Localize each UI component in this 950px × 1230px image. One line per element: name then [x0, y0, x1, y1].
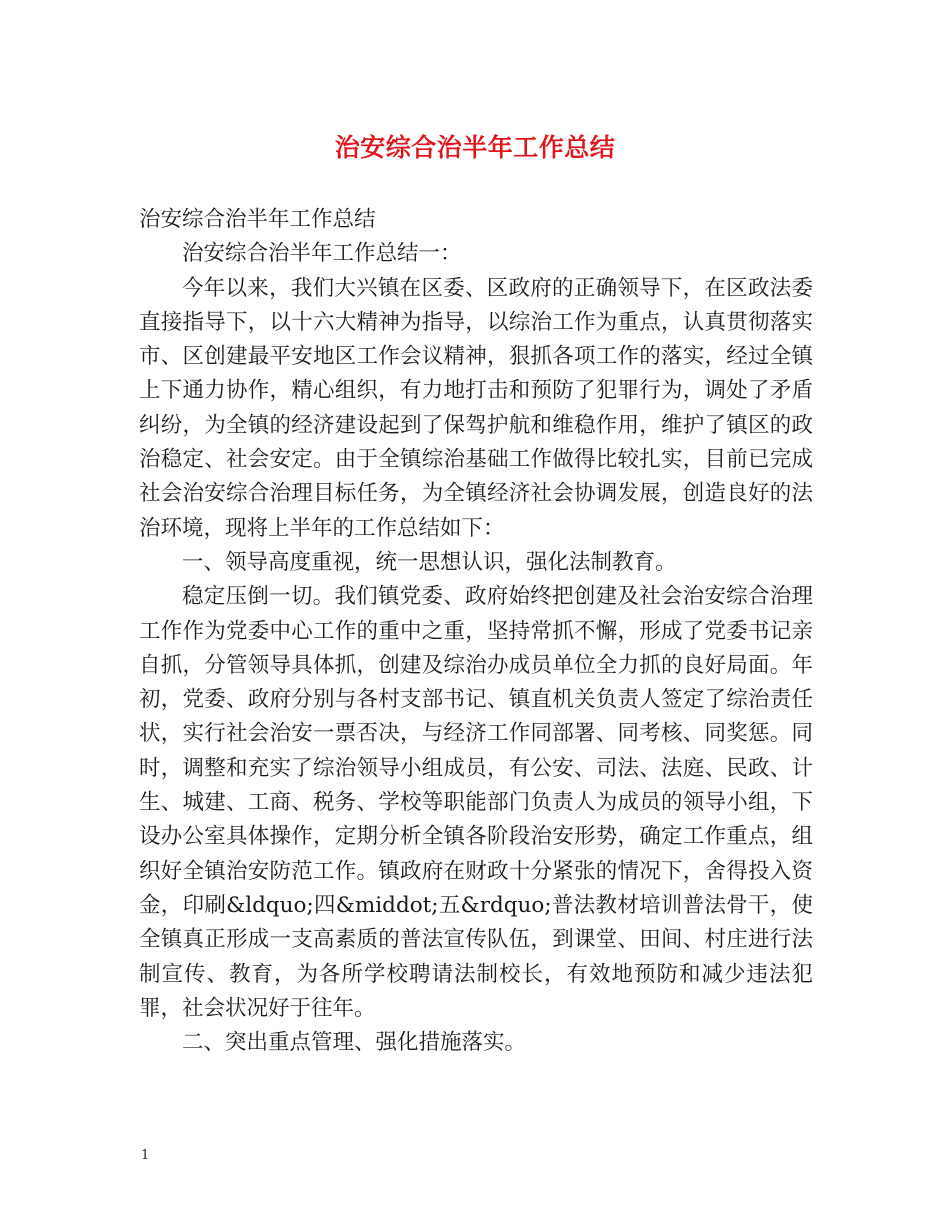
- page-number: 1: [141, 1148, 150, 1163]
- section-heading: 二、突出重点管理、强化措施落实。: [182, 1030, 527, 1056]
- paragraph: 稳定压倒一切。我们镇党委、政府始终把创建及社会治安综合治理工作作为党委中心工作的重中之重，坚持常抓不懈，形成了党委书记亲自抓，分管领导具体抓，创建及综治办成员单位全力抓的良好局面。年初，党委、政府分别与各村支部书记、镇直机关负责人签定了综治责任状，实行社会治安一票否决，与经济工作同部署、同考核、同奖惩。同时，调整和充实了综治领导小组成员，有公安、司法、法庭、民政、计生、城建、工商、税务、学校等职能部门负责人为成员的领导小组，下设办公室具体操作，定期分析全镇各阶段治安形势，确定工作重点，组织好全镇治安防范工作。镇政府在财政十分紧张的情况下，舍得投入资金，印刷&ldquo;四&middot;五&rdquo;普法教材培训普法骨干，使全镇真正形成一支高素质的普法宣传队伍，到课堂、田间、村庄进行法制宣传、教育，为各所学校聘请法制校长，有效地预防和减少违法犯罪，社会状况好于往年。: [139, 584, 813, 1021]
- paragraph: 治安综合治半年工作总结: [139, 207, 376, 232]
- paragraph: 治安综合治半年工作总结一：: [182, 241, 462, 267]
- document-title: 治安综合治半年工作总结: [334, 133, 616, 162]
- paragraph: 今年以来，我们大兴镇在区委、区政府的正确领导下，在区政法委直接指导下，以十六大精神为指导，以综治工作为重点，认真贯彻落实市、区创建最平安地区工作会议精神，狠抓各项工作的落实，经过全镇上下通力协作，精心组织，有力地打击和预防了犯罪行为，调处了矛盾纠纷，为全镇的经济建设起到了保驾护航和维稳作用，维护了镇区的政治稳定、社会安定。由于全镇综治基础工作做得比较扎实，目前已完成社会治安综合治理目标任务，为全镇经济社会协调发展，创造良好的法治环境，现将上半年的工作总结如下：: [139, 275, 813, 541]
- document-body: [139, 203, 813, 1060]
- section-heading: 一、领导高度重视，统一思想认识，强化法制教育。: [182, 549, 677, 575]
